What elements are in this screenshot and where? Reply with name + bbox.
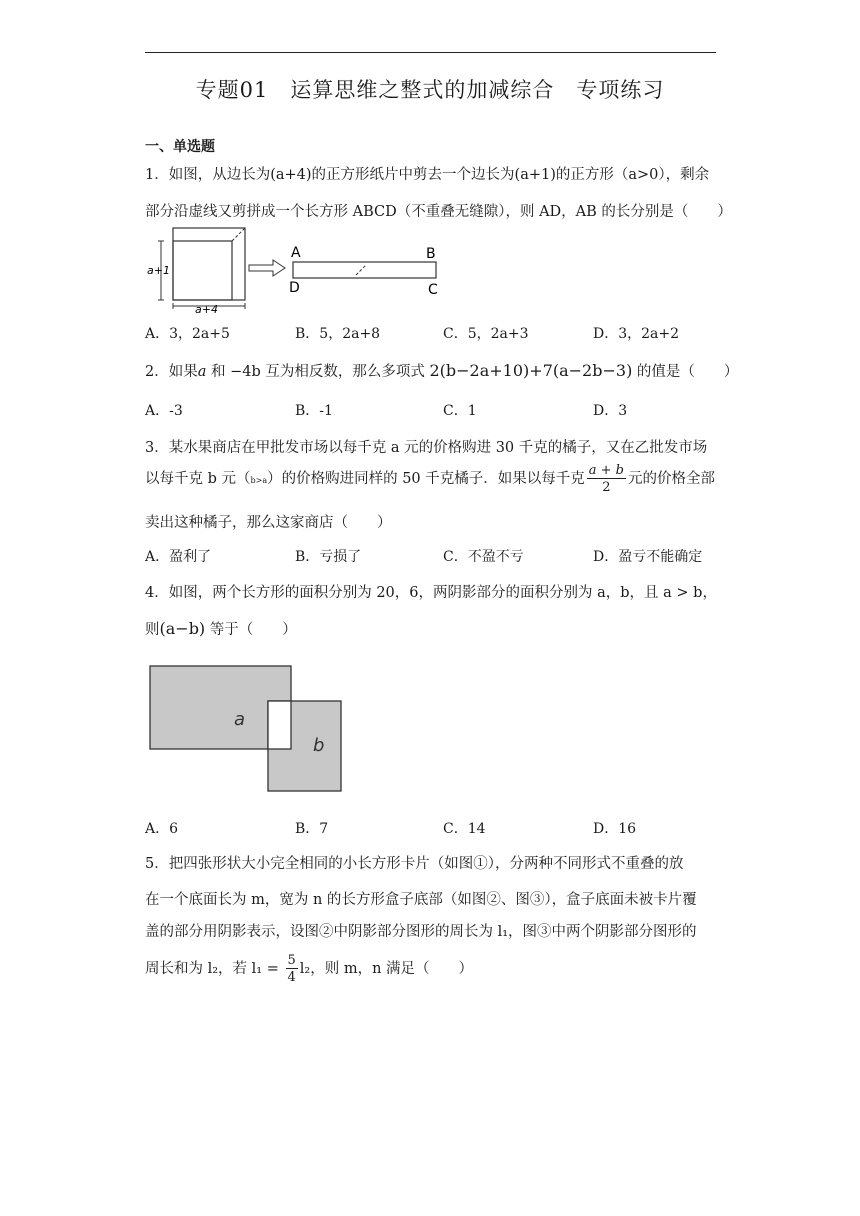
q4-figure	[148, 664, 348, 794]
q3-option-b[interactable]: B．亏损了	[295, 549, 362, 565]
q1-option-b[interactable]: B．5，2a+8	[295, 326, 381, 342]
q3-line2-post: 元的价格全部	[628, 471, 715, 487]
q3-frac-den: 2	[602, 480, 611, 495]
q2-mid: 和 −4b 互为相反数，那么多项式	[206, 364, 430, 380]
q3-fraction	[587, 464, 626, 494]
section-heading: 一、单选题	[145, 139, 215, 155]
q1-label-a4: a+4	[195, 303, 218, 314]
q2-suffix: 的值是（ ）	[632, 364, 739, 380]
q2-option-c[interactable]: C．1	[443, 403, 477, 419]
q2-prefix: 2．如果	[145, 364, 198, 380]
q4-line1: 4．如图，两个长方形的面积分别为 20，6，两阴影部分的面积分别为 a，b，且 a > b，	[145, 585, 717, 601]
q2-expression: 2(b−2a+10)+7(a−2b−3)	[429, 361, 633, 380]
q1-arrow	[249, 260, 285, 276]
page-title: 专题01 运算思维之整式的加减综合 专项练习	[195, 78, 665, 102]
q1-option-d[interactable]: D．3，2a+2	[593, 326, 680, 342]
q4-label-b: b	[313, 735, 325, 756]
q2-option-b[interactable]: B．-1	[295, 403, 333, 419]
q4-option-c[interactable]: C．14	[443, 821, 486, 837]
q4-line2	[145, 618, 297, 639]
q1-option-c[interactable]: C．5，2a+3	[443, 326, 529, 342]
q1-label-a1: a+1	[147, 264, 170, 277]
q1-label-A: A	[291, 245, 301, 261]
q5-line4	[145, 954, 473, 984]
q1-label-D: D	[289, 280, 300, 296]
q5-line4-pre: 周长和为 l₂，若 l₁ =	[145, 961, 284, 977]
q3-line2-pre: 以每千克 b 元（	[145, 471, 251, 487]
q2-var-a: a	[197, 364, 207, 380]
header-rule	[145, 52, 716, 53]
q1-line2: 部分沿虚线又剪拼成一个长方形 ABCD（不重叠无缝隙），则 AD，AB 的长分别是（ ）	[145, 204, 732, 220]
q3-condition: b>a	[250, 476, 268, 485]
q3-line1: 3．某水果商店在甲批发市场以每千克 a 元的价格购进 30 千克的橘子，又在乙批发市场	[145, 440, 708, 456]
q3-option-a[interactable]: A．盈利了	[145, 549, 212, 565]
q4-overlap	[268, 701, 291, 749]
q3-line2-mid: ）的价格购进同样的 50 千克橘子．如果以每千克	[267, 471, 585, 487]
q1-label-C: C	[428, 282, 438, 298]
q5-frac-num: 5	[287, 953, 296, 968]
q5-line3: 盖的部分用阴影表示，设图②中阴影部分图形的周长为 l₁，图③中两个阴影部分图形的	[145, 924, 697, 940]
q4-label-a: a	[234, 709, 246, 730]
q4-option-a[interactable]: A．6	[145, 821, 179, 837]
q3-option-d[interactable]: D．盈亏不能确定	[593, 549, 703, 565]
q4-option-b[interactable]: B．7	[295, 821, 329, 837]
q5-line2: 在一个底面长为 m，宽为 n 的长方形盒子底部（如图②、图③），盒子底面未被卡片覆	[145, 892, 697, 908]
q1-rectangle	[293, 262, 436, 278]
q3-line2	[145, 464, 715, 494]
q5-line1: 5．把四张形状大小完全相同的小长方形卡片（如图①），分两种不同形式不重叠的放	[145, 856, 684, 872]
q1-label-B: B	[426, 246, 436, 262]
q1-outer-square	[173, 228, 245, 300]
q2-option-d[interactable]: D．3	[593, 403, 628, 419]
q1-option-a[interactable]: A．3，2a+5	[145, 326, 230, 342]
q4-line2-pre: 则	[145, 622, 160, 638]
q2-option-a[interactable]: A．-3	[145, 403, 183, 419]
q4-line2-post: 等于（ ）	[205, 622, 297, 638]
q1-line1: 1．如图，从边长为(a+4)的正方形纸片中剪去一个边长为(a+1)的正方形（a>0），剩余	[145, 167, 710, 183]
q5-frac-den: 4	[287, 970, 296, 985]
q3-line3: 卖出这种橘子，那么这家商店（ ）	[145, 515, 392, 531]
q5-line4-post: l₂，则 m，n 满足（ ）	[299, 961, 474, 977]
q3-option-c[interactable]: C．不盈不亏	[443, 549, 524, 565]
q2-line	[145, 360, 738, 381]
q3-frac-num: a + b	[588, 463, 624, 478]
q5-fraction	[286, 954, 298, 984]
q1-figure	[145, 222, 465, 314]
q4-expression: (a−b)	[159, 619, 206, 638]
q1-inner-square	[173, 241, 232, 300]
q4-option-d[interactable]: D．16	[593, 821, 637, 837]
